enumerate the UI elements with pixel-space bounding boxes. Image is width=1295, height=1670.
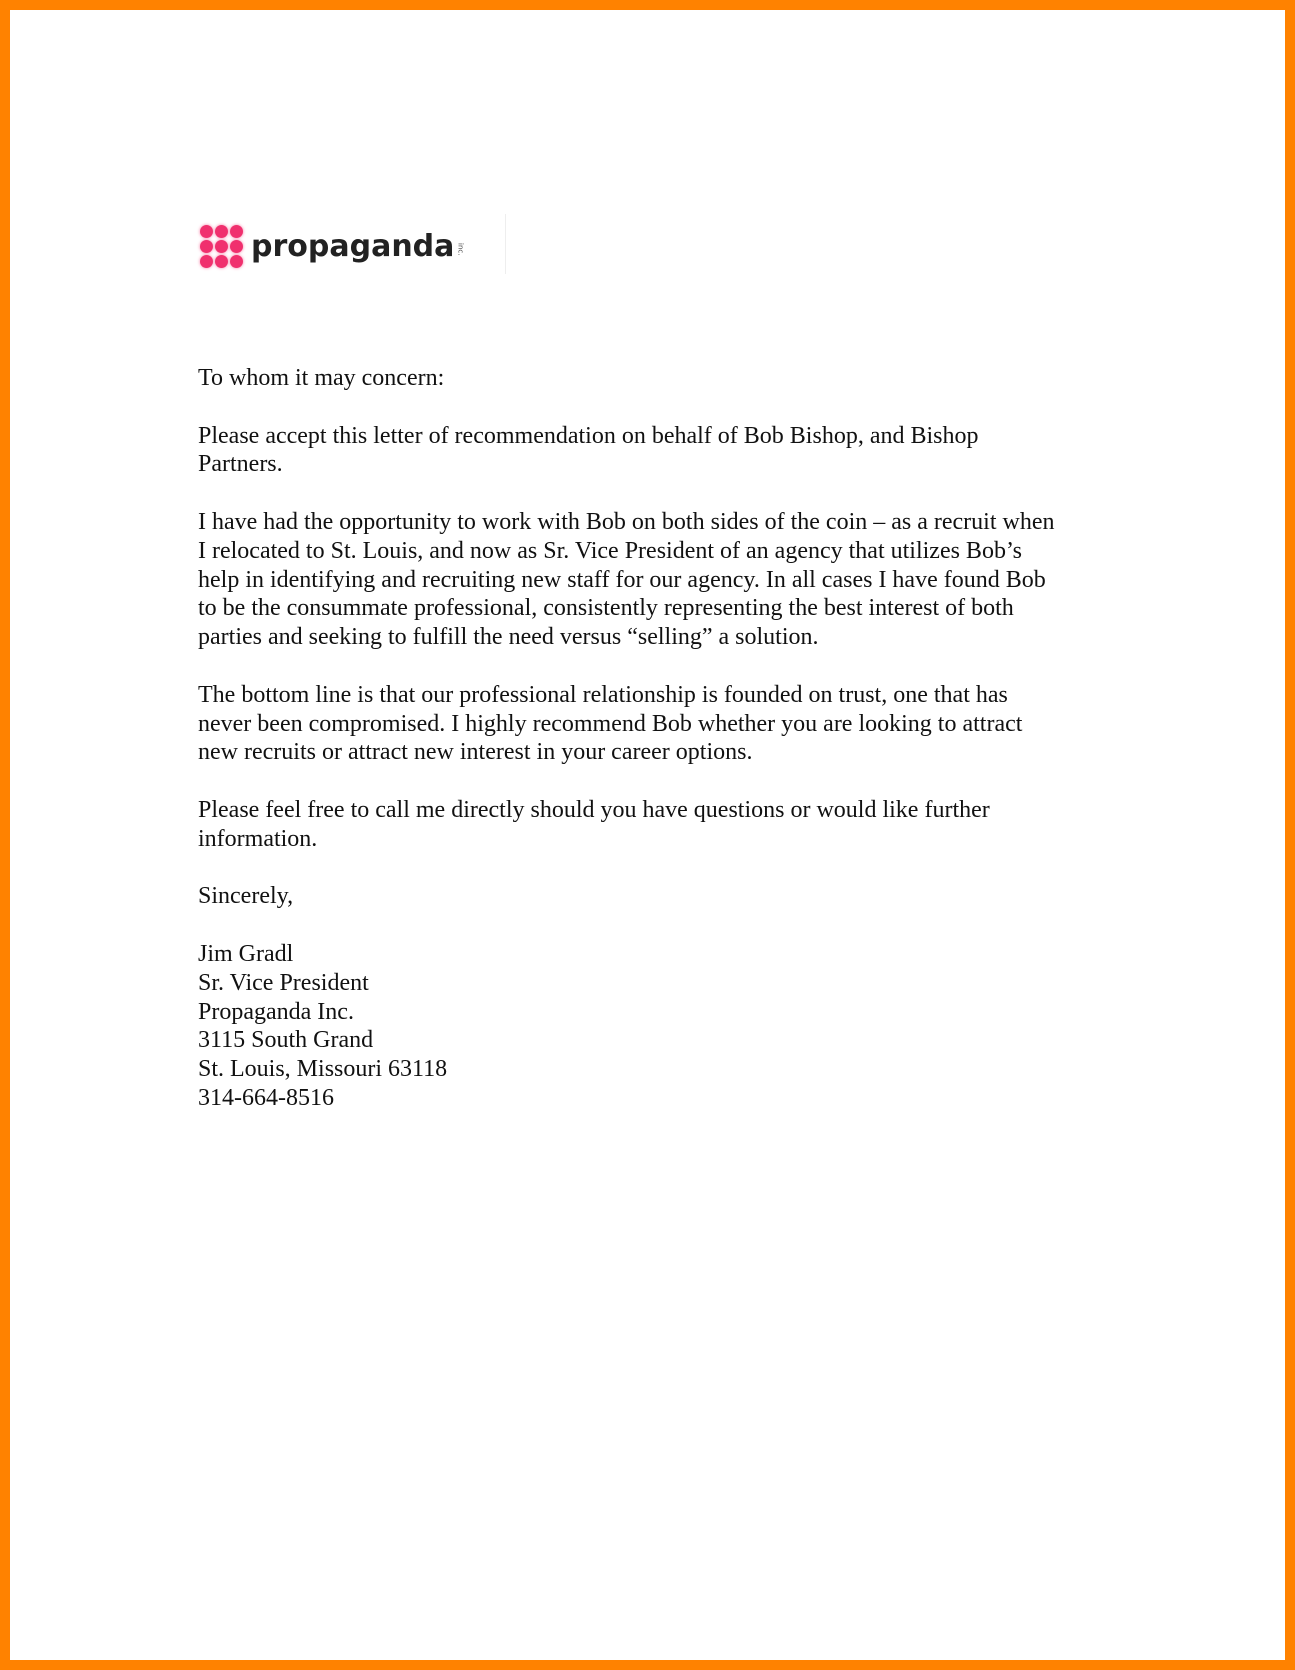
paragraph-2-line: to be the consummate professional, consistently representing the best interest of both <box>198 595 1014 622</box>
signature-company: Propaganda Inc. <box>198 998 354 1025</box>
paragraph-3-line: The bottom line is that our professional relationship is founded on trust, one that has <box>198 681 1008 708</box>
paragraph-3-line: new recruits or attract new interest in your career options. <box>198 739 753 766</box>
paragraph-2-line: parties and seeking to fulfill the need versus “selling” a solution. <box>198 624 819 651</box>
signature-phone: 314-664-8516 <box>198 1084 334 1111</box>
paragraph-1-line: Please accept this letter of recommendation on behalf of Bob Bishop, and Bishop <box>198 422 979 449</box>
paragraph-2-line: I have had the opportunity to work with Bob on both sides of the coin – as a recruit when <box>198 508 1055 535</box>
signature-street: 3115 South Grand <box>198 1027 374 1054</box>
paragraph-2-line: I relocated to St. Louis, and now as Sr. Vice President of an agency that utilizes Bob’s <box>198 537 1022 564</box>
salutation: To whom it may concern: <box>198 365 445 391</box>
paragraph-1-line: Partners. <box>198 451 283 478</box>
signature-city: St. Louis, Missouri 63118 <box>198 1056 448 1083</box>
closing: Sincerely, <box>198 883 294 910</box>
company-logo <box>200 218 464 274</box>
logo-dots-icon <box>200 225 243 268</box>
logo-wordmark: propaganda <box>251 228 455 264</box>
letter-body <box>198 364 1055 1113</box>
paragraph-4-line: Please feel free to call me directly should you have questions or would like further <box>198 796 990 823</box>
signature-name: Jim Gradl <box>198 940 294 967</box>
paragraph-3-line: never been compromised. I highly recommend Bob whether you are looking to attract <box>198 710 1023 737</box>
logo-divider <box>505 214 506 274</box>
signature-title: Sr. Vice President <box>198 969 369 996</box>
logo-suffix: inc. <box>456 242 465 256</box>
paragraph-4-line: information. <box>198 825 318 852</box>
paragraph-2-line: help in identifying and recruiting new staff for our agency. In all cases I have found Bob <box>198 566 1046 593</box>
